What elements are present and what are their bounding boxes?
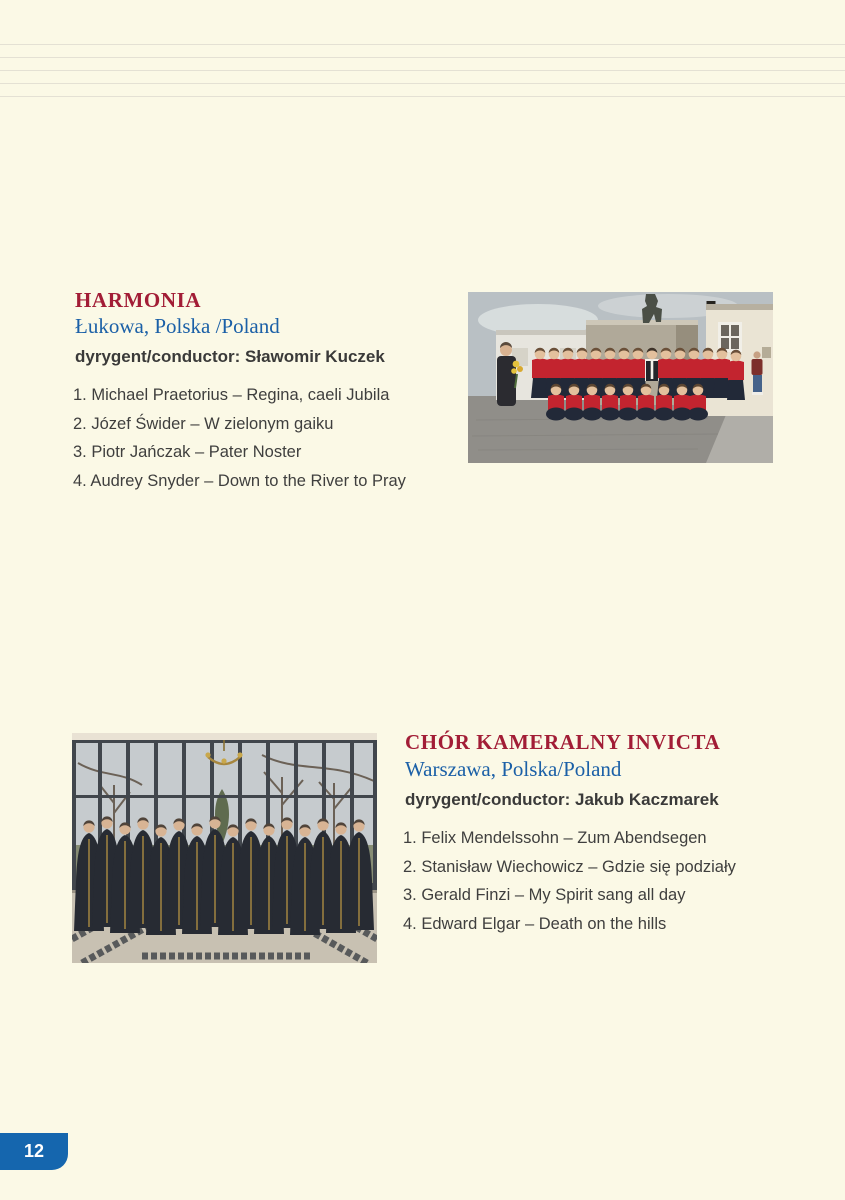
page-number-badge xyxy=(0,1133,68,1170)
choir-conductor: dyrygent/conductor: Jakub Kaczmarek xyxy=(405,790,719,809)
choir-location: Łukowa, Polska /Poland xyxy=(75,314,280,338)
choir-location: Warszawa, Polska/Poland xyxy=(405,757,622,781)
programme-item: 3. Piotr Jańczak – Pater Noster xyxy=(73,443,302,462)
page-number: 12 xyxy=(23,1141,45,1161)
staff-line xyxy=(0,57,845,58)
choir-name-harmonia: HARMONIA xyxy=(75,288,202,312)
programme-item: 3. Gerald Finzi – My Spirit sang all day xyxy=(403,886,686,905)
programme-item: 1. Felix Mendelssohn – Zum Abendsegen xyxy=(403,829,707,847)
choir-photo-indoor xyxy=(72,733,377,963)
programme-item: 4. Audrey Snyder – Down to the River to Pray xyxy=(73,471,406,490)
staff-line xyxy=(0,70,845,71)
choir-back-row xyxy=(531,348,745,400)
programme-list xyxy=(403,824,823,938)
choir-photo-indoor-illustration xyxy=(72,733,377,963)
choir-name-invicta: CHÓR KAMERALNY INVICTA xyxy=(405,730,721,754)
programme-item: 1. Michael Praetorius – Regina, caeli Jubila xyxy=(73,386,390,404)
choir-photo-outdoor-illustration xyxy=(468,292,773,463)
staff-line xyxy=(0,96,845,97)
programme-item: 2. Józef Świder – W zielonym gaiku xyxy=(73,414,334,433)
programme-item: 4. Edward Elgar – Death on the hills xyxy=(403,914,667,933)
programme-list xyxy=(73,381,473,495)
choir-conductor: dyrygent/conductor: Sławomir Kuczek xyxy=(75,347,385,366)
staff-line xyxy=(0,83,845,84)
choir-photo-outdoor xyxy=(468,292,773,463)
choir-front-row xyxy=(546,384,708,421)
programme-item: 2. Stanisław Wiechowicz – Gdzie się podziały xyxy=(403,857,736,876)
staff-line xyxy=(0,44,845,45)
